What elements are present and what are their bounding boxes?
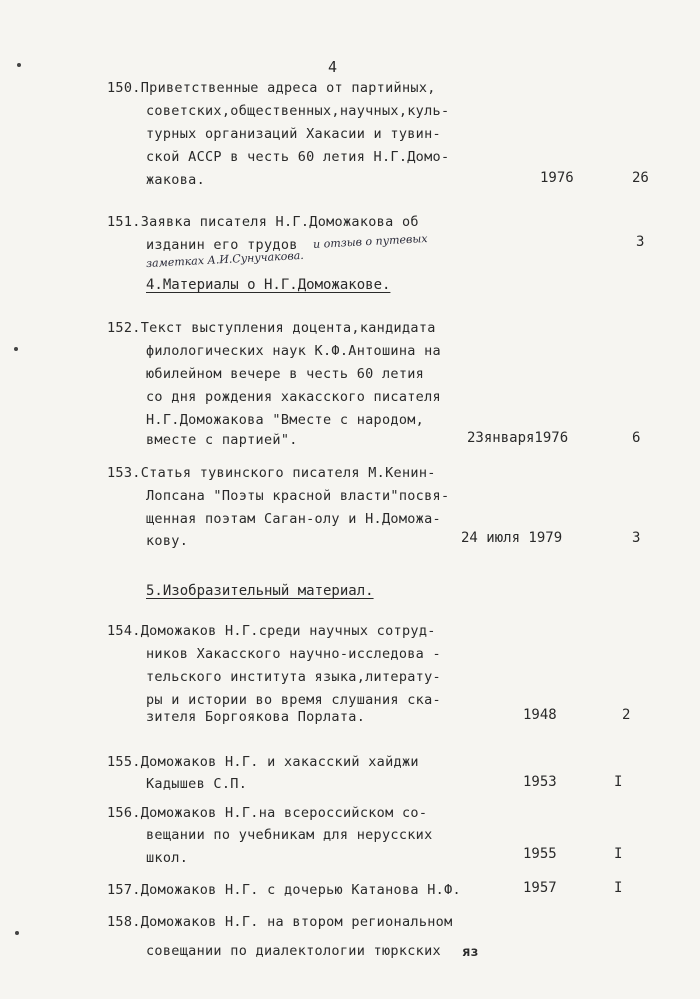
item-sheet-count: I: [614, 774, 623, 790]
item-text-line: со дня рождения хакасского писателя: [146, 389, 441, 405]
item-sheet-count: 6: [632, 430, 641, 446]
item-sheet-count: 2: [622, 707, 631, 723]
item-text-line: щенная поэтам Саган-олу и Н.Доможа-: [146, 511, 441, 527]
item-year: 1953: [523, 774, 557, 790]
punch-mark: [17, 63, 21, 67]
item-text-line: изданин его трудов: [146, 237, 298, 253]
item-text-line: вместе с партией".: [146, 432, 298, 448]
item-text-line: Н.Г.Доможакова "Вместе с народом,: [146, 412, 425, 428]
item-text-line: 152.Текст выступления доцента,кандидата: [107, 320, 436, 336]
item-year: 1957: [523, 880, 557, 896]
handwritten-note: и отзыв о путевых: [312, 232, 428, 251]
item-text-line: кову.: [146, 533, 189, 549]
item-text-line: ников Хакасского научно-исследова -: [146, 646, 441, 662]
item-sheet-count: 3: [632, 530, 641, 546]
item-sheet-count: 26: [632, 170, 649, 186]
section-heading: 5.Изобразительный материал.: [146, 583, 374, 599]
punch-mark: [14, 347, 18, 351]
item-year: 1948: [523, 707, 557, 723]
item-text-line: 153.Статья тувинского писателя М.Кенин-: [107, 465, 436, 481]
item-text-line: 158.Доможаков Н.Г. на втором региональном: [107, 914, 453, 930]
item-text-line: 157.Доможаков Н.Г. с дочерью Катанова Н.Ф.: [107, 882, 461, 898]
item-text-line: вещании по учебникам для нерусских: [146, 827, 433, 843]
item-text-line: филологических наук К.Ф.Антошина на: [146, 343, 441, 359]
item-year: 1955: [523, 846, 557, 862]
item-text-line: зителя Боргоякова Порлата.: [146, 709, 366, 725]
trailing-mark: яз: [462, 944, 479, 960]
item-text-line: 154.Доможаков Н.Г.среди научных сотруд-: [107, 623, 436, 639]
punch-mark: [15, 931, 19, 935]
item-text-line: ской АССР в честь 60 летия Н.Г.Домо-: [146, 149, 450, 165]
item-sheet-count: I: [614, 846, 623, 862]
handwritten-note: заметках А.И.Сунучакова.: [145, 248, 305, 271]
item-year: 24 июля 1979: [461, 530, 563, 546]
item-text-line: турных организаций Хакасии и тувин-: [146, 126, 441, 142]
item-text-line: юбилейном вечере в честь 60 летия: [146, 366, 425, 382]
item-sheet-count: I: [614, 880, 623, 896]
item-text-line: 150.Приветственные адреса от партийных,: [107, 80, 436, 96]
item-year: 23января1976: [467, 430, 569, 446]
item-sheet-count: 3: [636, 234, 645, 250]
item-text-line: школ.: [146, 850, 189, 866]
item-text-line: 156.Доможаков Н.Г.на всероссийском со-: [107, 805, 428, 821]
item-text-line: Лопсана "Поэты красной власти"посвя-: [146, 488, 450, 504]
item-text-line: жакова.: [146, 172, 205, 188]
item-text-line: Кадышев С.П.: [146, 776, 248, 792]
page-number: 4: [328, 58, 338, 76]
item-text-line: тельского института языка,литерату-: [146, 669, 441, 685]
item-text-line: 155.Доможаков Н.Г. и хакасский хайджи: [107, 754, 419, 770]
item-text-line: 151.Заявка писателя Н.Г.Доможакова об: [107, 214, 419, 230]
item-year: 1976: [540, 170, 574, 186]
section-heading: 4.Материалы о Н.Г.Доможакове.: [146, 277, 391, 293]
item-text-line: совещании по диалектологии тюркских: [146, 943, 441, 959]
item-text-line: ры и истории во время слушания ска-: [146, 692, 441, 708]
item-text-line: советских,общественных,научных,куль-: [146, 103, 450, 119]
